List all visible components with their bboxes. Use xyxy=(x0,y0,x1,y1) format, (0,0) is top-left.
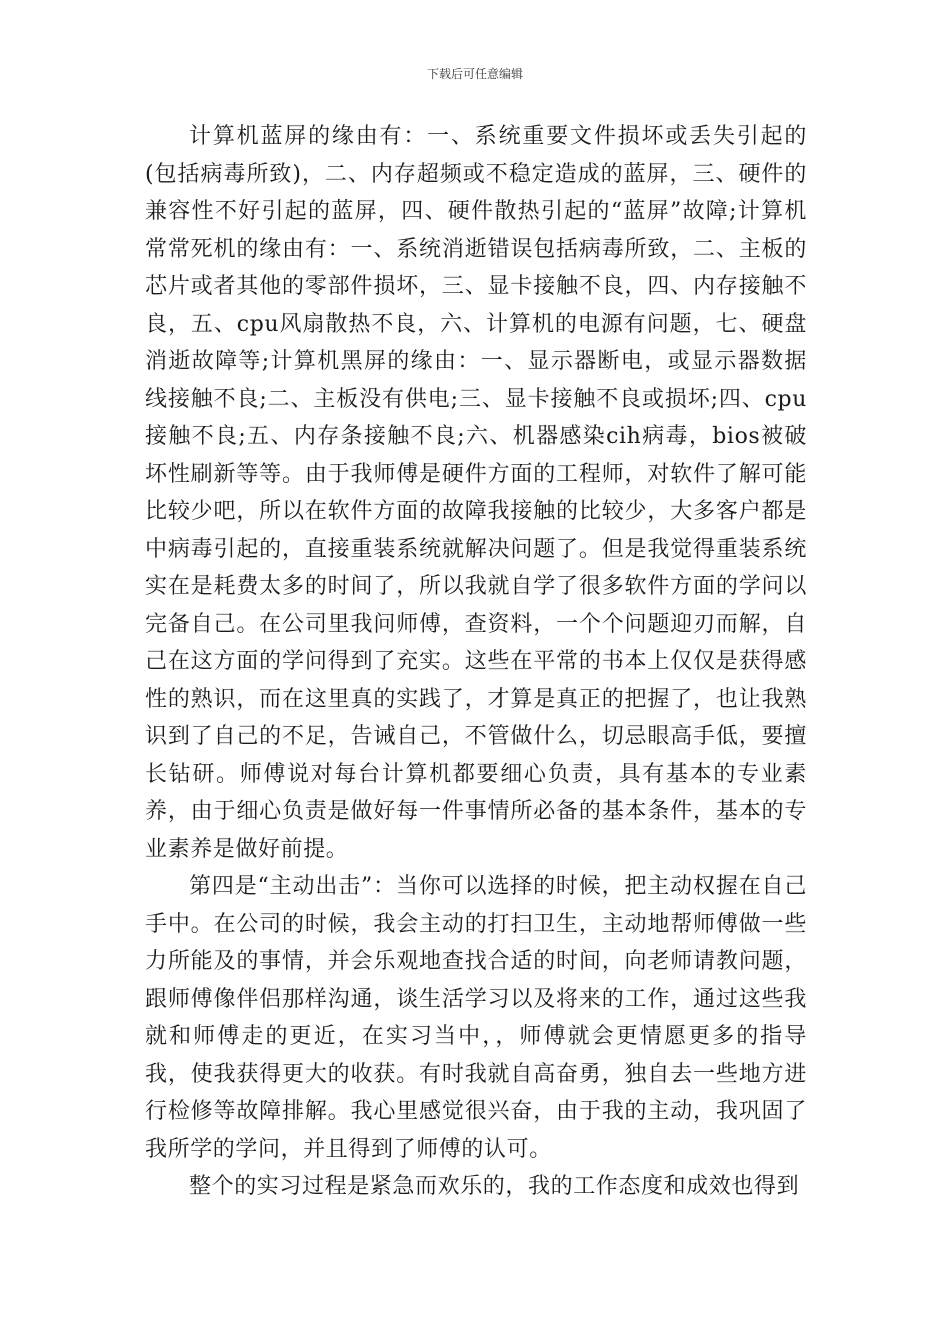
paragraph-computer-faults: 计算机蓝屏的缘由有：一、系统重要文件损坏或丢失引起的(包括病毒所致)，二、内存超频或不稳定造成的蓝屏，三、硬件的兼容性不好引起的蓝屏，四、硬件散热引起的“蓝屏”故障;计算机常常死机的缘由有：一、系统消逝错误包括病毒所致，二、主板的芯片或者其他的零部件损坏，三、显卡接触不良，四、内存接触不良，五、cpu风扇散热不良，六、计算机的电源有问题，七、硬盘消逝故障等;计算机黑屏的缘由：一、显示器断电，或显示器数据线接触不良;二、主板没有供电;三、显卡接触不良或损坏;四、cpu接触不良;五、内存条接触不良;六、机器感染cih病毒，bios被破坏性刷新等等。由于我师傅是硬件方面的工程师，对软件了解可能比较少吧，所以在软件方面的故障我接触的比较少，大多客户都是中病毒引起的，直接重装系统就解决问题了。但是我觉得重装系统实在是耗费太多的时间了，所以我就自学了很多软件方面的学问以完备自己。在公司里我问师傅，查资料，一个个问题迎刃而解，自己在这方面的学问得到了充实。这些在平常的书本上仅仅是获得感性的熟识，而在这里真的实践了，才算是真正的把握了，也让我熟识到了自己的不足，告诫自己，不管做什么，切忌眼高手低，要擅长钻研。师傅说对每台计算机都要细心负责，具有基本的专业素养，由于细心负责是做好每一件事情所必备的基本条件，基本的专业素养是做好前提。 xyxy=(145,124,807,862)
paragraph-internship-summary: 整个的实习过程是紧急而欢乐的，我的工作态度和成效也得到 xyxy=(189,1174,800,1199)
page-header: 下载后可任意编辑 xyxy=(426,67,523,81)
document-body xyxy=(145,118,807,1206)
paragraph-take-initiative: 第四是“主动出击”：当你可以选择的时候，把主动权握在自己手中。在公司的时候，我会主动的打扫卫生，主动地帮师傅做一些力所能及的事情，并会乐观地查找合适的时间，向老师请教问题，跟师傅像伴侣那样沟通，谈生活学习以及将来的工作，通过这些我就和师傅走的更近，在实习当中，，师傅就会更情愿更多的指导我，使我获得更大的收获。有时我就自高奋勇，独自去一些地方进行检修等故障排解。我心里感觉很兴奋，由于我的主动，我巩固了我所学的学问，并且得到了师傅的认可。 xyxy=(145,874,807,1162)
